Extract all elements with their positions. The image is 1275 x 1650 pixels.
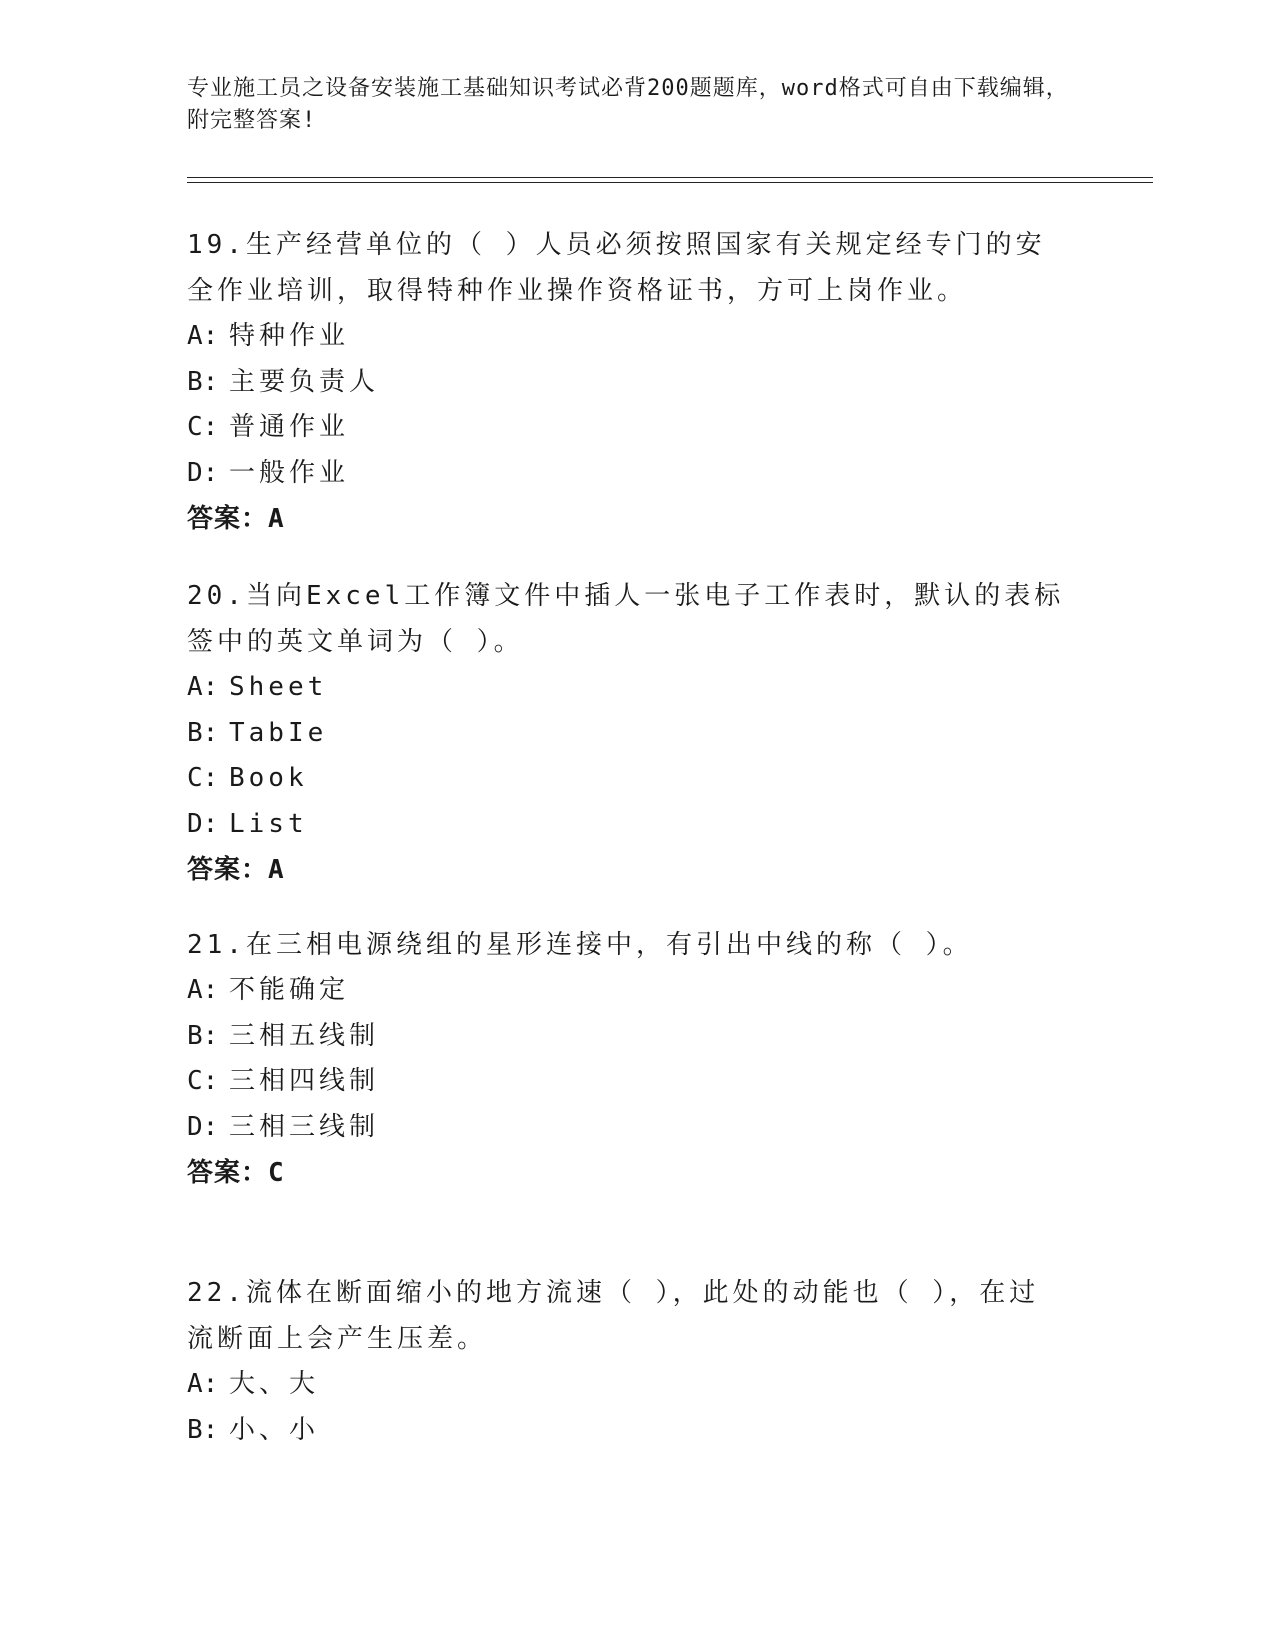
option-text: 三相三线制 [229, 1111, 380, 1142]
option-key: C: [187, 1066, 219, 1096]
option-text: 特种作业 [229, 321, 350, 351]
option-d [187, 1105, 1067, 1151]
option-c [187, 756, 1067, 802]
option-key: A: [187, 672, 219, 702]
option-key: B: [187, 1020, 219, 1051]
option-key: C: [187, 763, 219, 793]
question-21 [187, 922, 1067, 1196]
option-text: Sheet [229, 672, 328, 702]
option-key: D: [187, 1111, 219, 1142]
option-a [187, 1362, 1067, 1408]
option-c [187, 1059, 1067, 1105]
answer-value: A [268, 855, 285, 885]
question-stem: 19.生产经营单位的（ ）人员必须按照国家有关规定经专门的安全作业培训，取得特种作业操作资格证书，方可上岗作业。 [187, 230, 1046, 306]
question-20 [187, 573, 1067, 893]
option-text: Book [229, 763, 308, 793]
option-text: 大、大 [229, 1369, 320, 1399]
option-key: D: [187, 457, 219, 488]
option-a [187, 665, 1067, 711]
answer [187, 1150, 1067, 1196]
answer-label: 答案： [187, 1158, 269, 1188]
answer [187, 847, 1067, 893]
option-a [187, 968, 1067, 1014]
option-b [187, 711, 1067, 757]
option-c [187, 405, 1067, 451]
option-a [187, 314, 1067, 360]
option-key: B: [187, 1414, 219, 1445]
question-22 [187, 1270, 1067, 1453]
answer [187, 496, 1067, 542]
document-title: 专业施工员之设备安装施工基础知识考试必背200题题库，word格式可自由下载编辑，附完整答案! [187, 76, 1069, 133]
option-key: B: [187, 717, 219, 748]
question-stem: 22.流体在断面缩小的地方流速（ ），此处的动能也（ ），在过流断面上会产生压差。 [187, 1278, 1040, 1354]
option-b [187, 360, 1067, 406]
option-key: D: [187, 808, 219, 839]
option-key: A: [187, 321, 219, 351]
option-key: A: [187, 975, 219, 1005]
option-d [187, 451, 1067, 497]
option-text: 三相五线制 [229, 1020, 380, 1051]
question-stem: 20.当向Excel工作簿文件中插人一张电子工作表时，默认的表标签中的英文单词为（ ）。 [187, 581, 1065, 657]
answer-label: 答案： [187, 504, 269, 534]
option-b [187, 1408, 1067, 1454]
option-key: A: [187, 1369, 219, 1399]
header-rule-bottom [187, 182, 1153, 183]
document-header [187, 73, 1087, 137]
option-text: List [229, 808, 308, 839]
option-key: B: [187, 366, 219, 397]
answer-value: C [268, 1158, 285, 1188]
option-text: 不能确定 [229, 975, 350, 1005]
header-rule-top [187, 177, 1153, 178]
option-text: TabIe [229, 717, 328, 748]
answer-label: 答案： [187, 855, 269, 885]
question-19 [187, 222, 1067, 542]
option-d [187, 802, 1067, 848]
option-text: 三相四线制 [229, 1066, 380, 1096]
option-text: 一般作业 [229, 457, 350, 488]
option-text: 普通作业 [229, 412, 350, 442]
option-text: 小、小 [229, 1414, 320, 1445]
question-stem: 21.在三相电源绕组的星形连接中，有引出中线的称（ ）。 [187, 930, 973, 960]
option-text: 主要负责人 [229, 366, 380, 397]
answer-value: A [268, 504, 285, 534]
option-b [187, 1014, 1067, 1060]
option-key: C: [187, 412, 219, 442]
